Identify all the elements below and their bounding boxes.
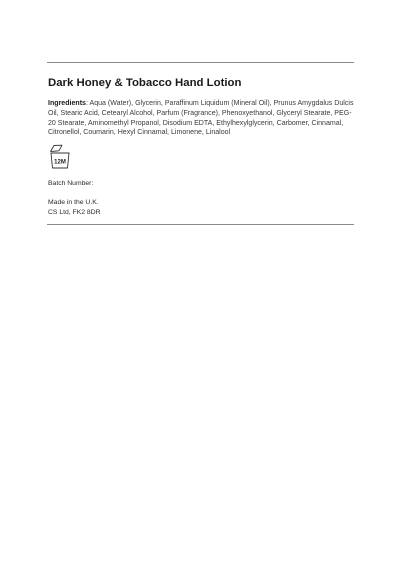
bottom-divider: [47, 224, 354, 225]
batch-number-label: Batch Number:: [48, 180, 94, 187]
made-in-text: Made in the U.K.: [48, 199, 99, 206]
open-jar-pao-icon: [48, 144, 72, 170]
company-address-text: CS Ltd, FK2 8DR: [48, 208, 101, 216]
top-divider: [47, 62, 354, 63]
ingredients-separator: :: [85, 100, 90, 107]
ingredients-block: [48, 99, 358, 138]
product-title: Dark Honey & Tobacco Hand Lotion: [48, 77, 242, 89]
pao-label: 12M: [54, 159, 66, 166]
ingredients-label: Ingredients: [48, 100, 86, 107]
manufacturer-block: [48, 198, 101, 217]
ingredients-text: Aqua (Water), Glycerin, Paraffinum Liquidum (Mineral Oil), Prunus Amygdalus Dulcis Oil, Stearic Acid, Cetearyl Alcohol, Parfum (Fragrance), Phenoxyethanol, Glyceryl Stearate, PEG-20 Stearate, Aminomethyl Propanol, Disodium EDTA, Ethylhexylglycerin, Carbomer, Cinnamal, Citronellol, Coumarin, Hexyl Cinnamal, Limonene, Linalool: [48, 100, 354, 137]
